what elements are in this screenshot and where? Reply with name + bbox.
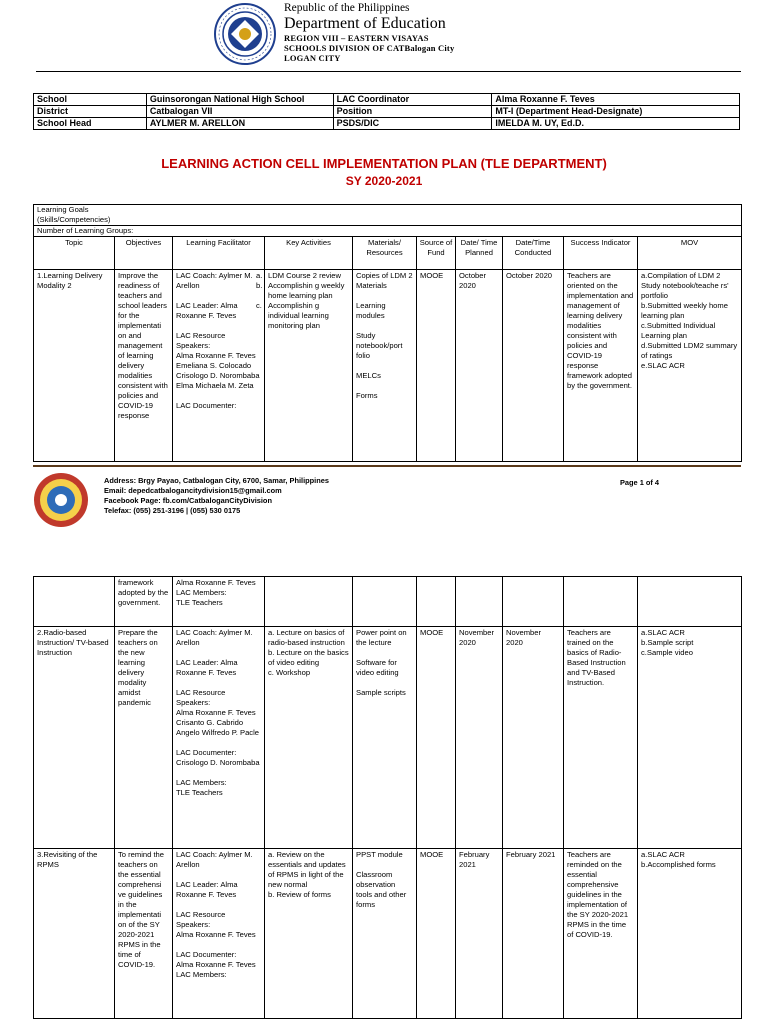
footer-facebook: Facebook Page: fb.com/CatbaloganCityDivision (104, 496, 272, 505)
row3-materials: PPST module Classroom observation tools and other forms (353, 849, 417, 1019)
row1-cont-objectives: framework adopted by the government. (115, 577, 173, 627)
row1-conducted: October 2020 (503, 270, 564, 462)
row3-fund: MOOE (417, 849, 456, 1019)
row3-conducted: February 2021 (503, 849, 564, 1019)
district-value: Catbalogan VII (146, 106, 333, 118)
row1-mov: a.Compilation of LDM 2 Study notebook/teache rs' portfolio b.Submitted weekly home learning plan c.Submitted Individual Learning plan d.Submitted LDM2 summary of ratings e.SLAC ACR (638, 270, 742, 462)
footer-divider (33, 465, 741, 467)
row1-topic: 1.Learning Delivery Modality 2 (34, 270, 115, 462)
row2-mov: a.SLAC ACR b.Sample script c.Sample video (638, 627, 742, 849)
row2-indicator: Teachers are trained on the basics of Radio-Based Instruction and TV-Based Instruction. (564, 627, 638, 849)
city-text: LOGAN CITY (284, 53, 341, 63)
school-value: Guinsorongan National High School (146, 94, 333, 106)
school-info-table (33, 93, 740, 130)
lac-coordinator-label: LAC Coordinator (333, 94, 492, 106)
psds-label: PSDS/DIC (333, 118, 492, 130)
row3-mov: a.SLAC ACR b.Accomplished forms (638, 849, 742, 1019)
learning-goals-label: Learning Goals (37, 205, 89, 214)
page-number: Page 1 of 4 (620, 478, 660, 487)
row3-activities: a. Review on the essentials and updates of RPMS in light of the new normal b. Review of forms (265, 849, 353, 1019)
header-divider (36, 71, 741, 72)
position-value: MT-I (Department Head-Designate) (492, 106, 740, 118)
row2-activities: a. Lecture on basics of radio-based instruction b. Lecture on the basics of video editing c. Workshop (265, 627, 353, 849)
footer-contact (104, 476, 329, 516)
row3-indicator: Teachers are reminded on the essential comprehensive guidelines in the implementation of the SY 2020-2021 RPMS in the time of COVID-19. (564, 849, 638, 1019)
row1-activity-a: LDM Course 2 review (268, 271, 342, 280)
school-label: School (34, 94, 147, 106)
plan-table (33, 204, 742, 462)
col-topic: Topic (34, 237, 115, 270)
division-text: SCHOOLS DIVISION OF CATBalogan City (284, 43, 455, 53)
position-label: Position (333, 106, 492, 118)
division-seal-icon (33, 472, 89, 528)
row3-objectives: To remind the teachers on the essential comprehensi ve guidelines in the implementati on of the SY 2020-2021 RPMS in the time of COVID-19. (115, 849, 173, 1019)
row2-facilitator: LAC Coach: Aylmer M. Arellon LAC Leader: Alma Roxanne F. Teves LAC Resource Speakers: Alma Roxanne F. Teves Crisanto G. Cabrido Angelo Wilfredo P. Pacle LAC Documenter: Crisologo D. Norombaba LAC Members: TLE Teachers (173, 627, 265, 849)
row1-activity-b: Accomplishin g weekly home learning plan (268, 281, 345, 300)
col-materials: Materials/ Resources (353, 237, 417, 270)
row1-indicator: Teachers are oriented on the implementation and management of learning delivery modalities consistent with policies and COVID-19 response framework adopted by the government. (564, 270, 638, 462)
psds-value: IMELDA M. UY, Ed.D. (492, 118, 740, 130)
row1-facilitator: LAC Coach: Aylmer M. Arellon LAC Leader: Alma Roxanne F. Teves LAC Resource Speakers: Alma Roxanne F. Teves Emeliana S. Colocado Crisologo D. Norombaba Elma Michaela M. Zeta LAC Documenter: (173, 270, 265, 462)
num-groups-label: Number of Learning Groups: (34, 226, 742, 237)
plan-table-continued (33, 576, 742, 1019)
school-year: SY 2020-2021 (345, 174, 423, 188)
republic-text: Republic of the Philippines (284, 2, 410, 14)
table-row (34, 849, 742, 1019)
table-row (34, 627, 742, 849)
footer-telefax: Telefax: (055) 251-3196 | (055) 530 0175 (104, 506, 241, 515)
deped-seal-icon (214, 3, 276, 65)
school-head-label: School Head (34, 118, 147, 130)
table-row (34, 577, 742, 627)
row2-topic: 2.Radio-based Instruction/ TV-based Instruction (34, 627, 115, 849)
department-text: Department of Education (284, 15, 446, 32)
letterhead (284, 2, 454, 63)
col-indicator: Success Indicator (564, 237, 638, 270)
district-label: District (34, 106, 147, 118)
row2-planned: November 2020 (456, 627, 503, 849)
row3-planned: February 2021 (456, 849, 503, 1019)
skills-label: (Skills/Competencies) (37, 215, 111, 224)
row1-planned: October 2020 (456, 270, 503, 462)
document-page-2 (0, 576, 768, 1024)
row1-fund: MOOE (417, 270, 456, 462)
row1-cont-facilitator: Alma Roxanne F. Teves LAC Members: TLE Teachers (173, 577, 265, 627)
row3-topic: 3.Revisiting of the RPMS (34, 849, 115, 1019)
table-row (34, 270, 742, 462)
row1-objectives: Improve the readiness of teachers and school leaders for the implementati on and management of learning delivery modalities consistent with policies and COVID-19 response (115, 270, 173, 462)
footer-email: Email: depedcatbalogancitydivision15@gmail.com (104, 486, 282, 495)
row2-objectives: Prepare the teachers on the new learning delivery modality amidst pandemic (115, 627, 173, 849)
lac-coordinator-value: Alma Roxanne F. Teves (492, 94, 740, 106)
col-planned: Date/ Time Planned (456, 237, 503, 270)
row1-materials: Copies of LDM 2 Materials Learning modules Study notebook/port folio MELCs Forms (353, 270, 417, 462)
col-mov: MOV (638, 237, 742, 270)
row1-activities: a. LDM Course 2 review b. Accomplishin g weekly home learning plan c. Accomplishin g individual learning monitoring plan (265, 270, 353, 462)
col-activities: Key Activities (265, 237, 353, 270)
school-head-value: AYLMER M. ARELLON (146, 118, 333, 130)
region-text: REGION VIII – EASTERN VISAYAS (284, 33, 429, 43)
page-title: LEARNING ACTION CELL IMPLEMENTATION PLAN (TLE DEPARTMENT) (161, 156, 607, 171)
col-conducted: Date/Time Conducted (503, 237, 564, 270)
row2-materials: Power point on the lecture Software for video editing Sample scripts (353, 627, 417, 849)
page-gap (0, 534, 768, 576)
footer-address: Address: Brgy Payao, Catbalogan City, 6700, Samar, Philippines (104, 476, 329, 485)
col-objectives: Objectives (115, 237, 173, 270)
col-fund: Source of Fund (417, 237, 456, 270)
row1-activity-c: Accomplishin g individual learning monitoring plan (268, 301, 329, 330)
learning-goals-cell (34, 205, 742, 226)
row2-fund: MOOE (417, 627, 456, 849)
row2-conducted: November 2020 (503, 627, 564, 849)
row3-facilitator: LAC Coach: Aylmer M. Arellon LAC Leader: Alma Roxanne F. Teves LAC Resource Speakers: Alma Roxanne F. Teves LAC Documenter: Alma Roxanne F. Teves LAC Members: (173, 849, 265, 1019)
col-facilitator: Learning Facilitator (173, 237, 265, 270)
